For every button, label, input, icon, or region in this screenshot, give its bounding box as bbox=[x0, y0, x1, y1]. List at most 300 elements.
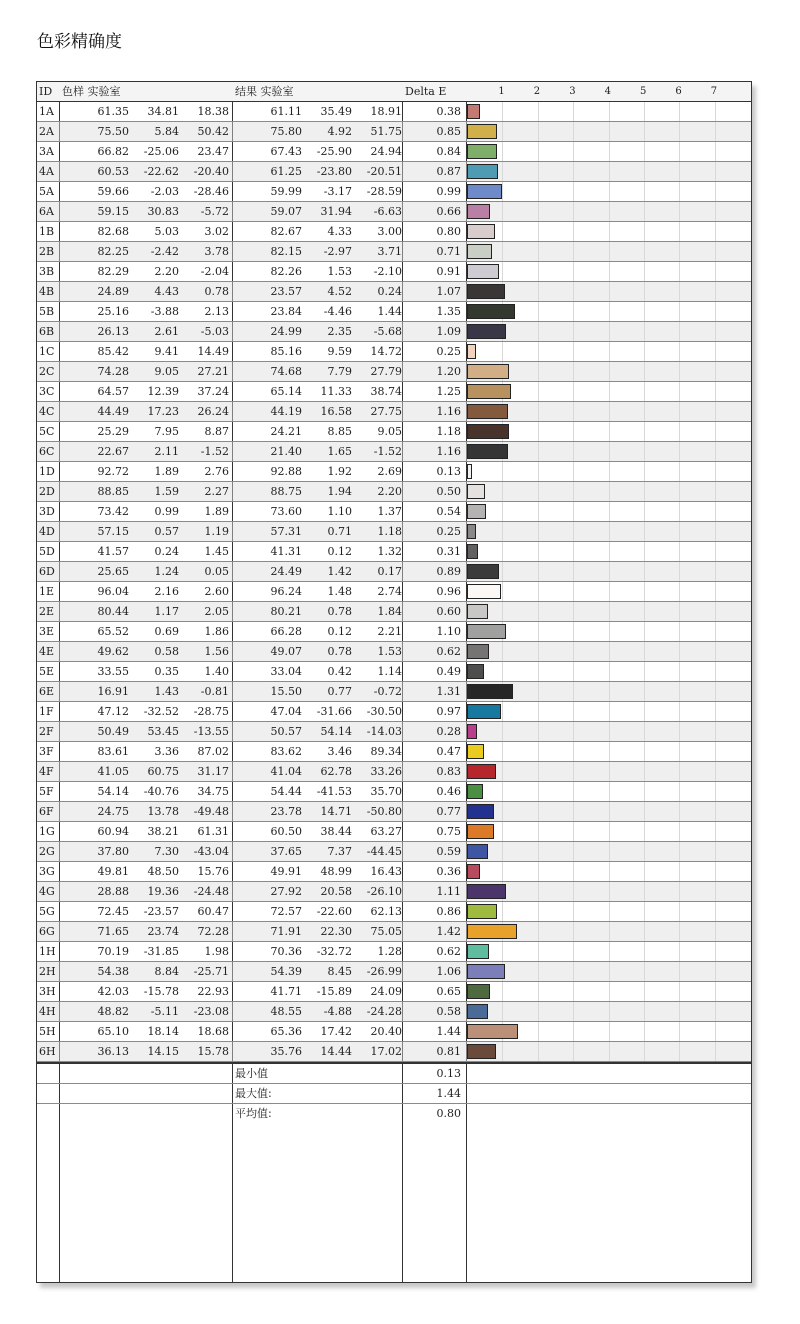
sample-lab-value: 5.84 bbox=[154, 125, 179, 138]
sample-lab-value: 12.39 bbox=[147, 385, 179, 398]
sample-lab-value: 1.45 bbox=[204, 545, 229, 558]
axis-tick-label: 1 bbox=[498, 86, 505, 97]
result-lab-value: 0.24 bbox=[377, 285, 402, 298]
result-lab-value: 1.65 bbox=[327, 445, 352, 458]
delta-e-bar bbox=[467, 384, 511, 399]
summary-label: 平均值: bbox=[235, 1107, 272, 1120]
sample-lab-value: -2.03 bbox=[150, 185, 179, 198]
delta-e-bar bbox=[467, 684, 513, 699]
row-id: 6E bbox=[39, 685, 55, 698]
sample-lab-value: 23.47 bbox=[197, 145, 229, 158]
sample-lab-value: 60.75 bbox=[147, 765, 179, 778]
result-lab-value: -30.50 bbox=[366, 705, 402, 718]
result-lab-value: 60.50 bbox=[270, 825, 302, 838]
sample-lab-value: 27.21 bbox=[197, 365, 229, 378]
delta-e-value: 0.87 bbox=[436, 165, 461, 178]
sample-lab-value: 26.13 bbox=[97, 325, 129, 338]
sample-lab-value: 72.28 bbox=[197, 925, 229, 938]
result-lab-value: 7.79 bbox=[327, 365, 352, 378]
result-lab-value: -20.51 bbox=[366, 165, 402, 178]
sample-lab-value: 0.58 bbox=[154, 645, 179, 658]
result-lab-value: 80.21 bbox=[270, 605, 302, 618]
result-lab-value: 9.59 bbox=[327, 345, 352, 358]
sample-lab-value: 1.19 bbox=[204, 525, 229, 538]
sample-lab-value: 15.76 bbox=[197, 865, 229, 878]
sample-lab-value: 24.89 bbox=[97, 285, 129, 298]
row-id: 4G bbox=[39, 885, 55, 898]
row-id: 6F bbox=[39, 805, 54, 818]
sample-lab-value: 2.11 bbox=[154, 445, 179, 458]
delta-e-bar bbox=[467, 584, 501, 599]
delta-e-value: 0.84 bbox=[436, 145, 461, 158]
result-lab-value: 62.13 bbox=[370, 905, 402, 918]
delta-e-value: 0.86 bbox=[436, 905, 461, 918]
row-id: 3D bbox=[39, 505, 55, 518]
table-row bbox=[37, 882, 751, 902]
sample-lab-value: 34.75 bbox=[197, 785, 229, 798]
delta-e-value: 0.81 bbox=[436, 1045, 461, 1058]
delta-e-bar bbox=[467, 604, 488, 619]
sample-lab-value: 41.05 bbox=[97, 765, 129, 778]
row-id: 3H bbox=[39, 985, 56, 998]
result-lab-value: 4.52 bbox=[327, 285, 352, 298]
delta-e-value: 1.31 bbox=[436, 685, 461, 698]
result-lab-value: 75.05 bbox=[370, 925, 402, 938]
row-id: 1E bbox=[39, 585, 55, 598]
sample-lab-value: 64.57 bbox=[97, 385, 129, 398]
sample-lab-value: 37.80 bbox=[97, 845, 129, 858]
result-lab-value: -23.80 bbox=[316, 165, 352, 178]
table-row bbox=[37, 962, 751, 982]
header-result: 结果 实验室 bbox=[235, 85, 294, 98]
delta-e-value: 1.10 bbox=[436, 625, 461, 638]
row-id: 6A bbox=[39, 205, 54, 218]
delta-e-bar bbox=[467, 1044, 496, 1059]
table-row bbox=[37, 802, 751, 822]
result-lab-value: 24.99 bbox=[270, 325, 302, 338]
sample-lab-value: 0.24 bbox=[154, 545, 179, 558]
delta-e-value: 0.62 bbox=[436, 945, 461, 958]
table-row bbox=[37, 582, 751, 602]
table-row bbox=[37, 222, 751, 242]
delta-e-value: 0.96 bbox=[436, 585, 461, 598]
row-id: 3B bbox=[39, 265, 55, 278]
table-row bbox=[37, 202, 751, 222]
sample-lab-value: -25.06 bbox=[143, 145, 179, 158]
sample-lab-value: 22.93 bbox=[197, 985, 229, 998]
delta-e-bar bbox=[467, 244, 492, 259]
delta-e-value: 0.58 bbox=[436, 1005, 461, 1018]
sample-lab-value: 60.47 bbox=[197, 905, 229, 918]
sample-lab-value: 3.78 bbox=[204, 245, 229, 258]
sample-lab-value: -28.46 bbox=[193, 185, 229, 198]
result-lab-value: 66.28 bbox=[270, 625, 302, 638]
result-lab-value: -15.89 bbox=[316, 985, 352, 998]
summary-label: 最小值 bbox=[235, 1067, 268, 1080]
sample-lab-value: 88.85 bbox=[97, 485, 129, 498]
delta-e-bar bbox=[467, 724, 477, 739]
result-lab-value: 0.78 bbox=[327, 605, 352, 618]
delta-e-value: 0.60 bbox=[436, 605, 461, 618]
sample-lab-value: 42.03 bbox=[97, 985, 129, 998]
result-lab-value: 1.48 bbox=[327, 585, 352, 598]
result-lab-value: -32.72 bbox=[316, 945, 352, 958]
table-row bbox=[37, 662, 751, 682]
sample-lab-value: 54.14 bbox=[97, 785, 129, 798]
result-lab-value: 1.28 bbox=[377, 945, 402, 958]
sample-lab-value: 2.61 bbox=[154, 325, 179, 338]
result-lab-value: 0.78 bbox=[327, 645, 352, 658]
delta-e-bar bbox=[467, 824, 494, 839]
sample-lab-value: 7.30 bbox=[154, 845, 179, 858]
delta-e-value: 0.62 bbox=[436, 645, 461, 658]
sample-lab-value: 19.36 bbox=[147, 885, 179, 898]
result-lab-value: 63.27 bbox=[370, 825, 402, 838]
delta-e-bar bbox=[467, 224, 495, 239]
sample-lab-value: 2.27 bbox=[204, 485, 229, 498]
row-id: 2G bbox=[39, 845, 55, 858]
delta-e-bar bbox=[467, 784, 483, 799]
sample-lab-value: -2.42 bbox=[150, 245, 179, 258]
table-row bbox=[37, 442, 751, 462]
sample-lab-value: -22.62 bbox=[143, 165, 179, 178]
delta-e-bar bbox=[467, 804, 494, 819]
summary-value: 1.44 bbox=[436, 1087, 461, 1100]
summary-row bbox=[37, 1104, 751, 1124]
row-id: 1F bbox=[39, 705, 54, 718]
row-id: 1A bbox=[39, 105, 54, 118]
result-lab-value: 71.91 bbox=[270, 925, 302, 938]
delta-e-value: 0.25 bbox=[436, 525, 461, 538]
delta-e-value: 0.28 bbox=[436, 725, 461, 738]
result-lab-value: 1.37 bbox=[377, 505, 402, 518]
row-id: 6H bbox=[39, 1045, 56, 1058]
delta-e-bar bbox=[467, 664, 484, 679]
delta-e-value: 0.91 bbox=[436, 265, 461, 278]
result-lab-value: 14.44 bbox=[320, 1045, 352, 1058]
result-lab-value: 2.35 bbox=[327, 325, 352, 338]
result-lab-value: 57.31 bbox=[270, 525, 302, 538]
sample-lab-value: -28.75 bbox=[193, 705, 229, 718]
sample-lab-value: 1.40 bbox=[204, 665, 229, 678]
result-lab-value: 27.75 bbox=[370, 405, 402, 418]
result-lab-value: 35.49 bbox=[320, 105, 352, 118]
result-lab-value: -5.68 bbox=[373, 325, 402, 338]
result-lab-value: 2.69 bbox=[377, 465, 402, 478]
sample-lab-value: 1.24 bbox=[154, 565, 179, 578]
result-lab-value: 1.84 bbox=[377, 605, 402, 618]
result-lab-value: -4.88 bbox=[323, 1005, 352, 1018]
result-lab-value: 38.74 bbox=[370, 385, 402, 398]
sample-lab-value: 25.29 bbox=[97, 425, 129, 438]
delta-e-bar bbox=[467, 324, 506, 339]
table-row bbox=[37, 562, 751, 582]
row-id: 2F bbox=[39, 725, 54, 738]
sample-lab-value: 38.21 bbox=[147, 825, 179, 838]
sample-lab-value: 82.29 bbox=[97, 265, 129, 278]
result-lab-value: 38.44 bbox=[320, 825, 352, 838]
result-lab-value: -6.63 bbox=[373, 205, 402, 218]
row-id: 2C bbox=[39, 365, 55, 378]
delta-e-bar bbox=[467, 904, 497, 919]
delta-e-value: 0.54 bbox=[436, 505, 461, 518]
table-row bbox=[37, 922, 751, 942]
row-id: 4F bbox=[39, 765, 54, 778]
result-lab-value: 20.40 bbox=[370, 1025, 402, 1038]
table-row bbox=[37, 422, 751, 442]
table-row bbox=[37, 642, 751, 662]
sample-lab-value: 48.50 bbox=[147, 865, 179, 878]
row-id: 2D bbox=[39, 485, 55, 498]
delta-e-bar bbox=[467, 304, 515, 319]
sample-lab-value: 50.42 bbox=[197, 125, 229, 138]
sample-lab-value: 8.87 bbox=[204, 425, 229, 438]
result-lab-value: 74.68 bbox=[270, 365, 302, 378]
result-lab-value: 1.94 bbox=[327, 485, 352, 498]
result-lab-value: 59.07 bbox=[270, 205, 302, 218]
result-lab-value: 24.09 bbox=[370, 985, 402, 998]
sample-lab-value: 48.82 bbox=[97, 1005, 129, 1018]
sample-lab-value: 2.20 bbox=[154, 265, 179, 278]
row-id: 3F bbox=[39, 745, 54, 758]
delta-e-bar bbox=[467, 204, 490, 219]
sample-lab-value: 49.81 bbox=[97, 865, 129, 878]
sample-lab-value: -1.52 bbox=[200, 445, 229, 458]
table-row bbox=[37, 842, 751, 862]
row-id: 5A bbox=[39, 185, 54, 198]
result-lab-value: 67.43 bbox=[270, 145, 302, 158]
sample-lab-value: -49.48 bbox=[193, 805, 229, 818]
result-lab-value: 9.05 bbox=[377, 425, 402, 438]
delta-e-bar bbox=[467, 364, 509, 379]
result-lab-value: -4.46 bbox=[323, 305, 352, 318]
page-title: 色彩精确度 bbox=[37, 32, 122, 52]
delta-e-value: 0.46 bbox=[436, 785, 461, 798]
result-lab-value: 51.75 bbox=[370, 125, 402, 138]
sample-lab-value: -5.11 bbox=[150, 1005, 179, 1018]
table-row bbox=[37, 1002, 751, 1022]
delta-e-bar bbox=[467, 744, 484, 759]
delta-e-bar bbox=[467, 424, 509, 439]
result-lab-value: 1.53 bbox=[327, 265, 352, 278]
sample-lab-value: -40.76 bbox=[143, 785, 179, 798]
row-id: 2B bbox=[39, 245, 55, 258]
sample-lab-value: 59.15 bbox=[97, 205, 129, 218]
sample-lab-value: 2.16 bbox=[154, 585, 179, 598]
delta-e-value: 0.77 bbox=[436, 805, 461, 818]
result-lab-value: 14.71 bbox=[320, 805, 352, 818]
delta-e-bar bbox=[467, 144, 497, 159]
delta-e-bar bbox=[467, 124, 497, 139]
sample-lab-value: 2.13 bbox=[204, 305, 229, 318]
sample-lab-value: -20.40 bbox=[193, 165, 229, 178]
sample-lab-value: 17.23 bbox=[147, 405, 179, 418]
delta-e-value: 0.36 bbox=[436, 865, 461, 878]
axis-tick-label: 5 bbox=[640, 86, 647, 97]
result-lab-value: 73.60 bbox=[270, 505, 302, 518]
result-lab-value: 88.75 bbox=[270, 485, 302, 498]
row-id: 3C bbox=[39, 385, 55, 398]
sample-lab-value: 0.35 bbox=[154, 665, 179, 678]
table-row bbox=[37, 162, 751, 182]
sample-lab-value: 50.49 bbox=[97, 725, 129, 738]
delta-e-bar bbox=[467, 944, 489, 959]
sample-lab-value: -23.08 bbox=[193, 1005, 229, 1018]
table-row bbox=[37, 862, 751, 882]
result-lab-value: 15.50 bbox=[270, 685, 302, 698]
result-lab-value: 4.92 bbox=[327, 125, 352, 138]
sample-lab-value: 3.02 bbox=[204, 225, 229, 238]
sample-lab-value: 85.42 bbox=[97, 345, 129, 358]
result-lab-value: 41.04 bbox=[270, 765, 302, 778]
sample-lab-value: 1.98 bbox=[204, 945, 229, 958]
sample-lab-value: -3.88 bbox=[150, 305, 179, 318]
delta-e-bar bbox=[467, 924, 517, 939]
row-id: 5F bbox=[39, 785, 54, 798]
header-id: ID bbox=[39, 85, 53, 98]
result-lab-value: 23.57 bbox=[270, 285, 302, 298]
result-lab-value: 27.79 bbox=[370, 365, 402, 378]
table-row bbox=[37, 402, 751, 422]
sample-lab-value: 83.61 bbox=[97, 745, 129, 758]
sample-lab-value: 1.86 bbox=[204, 625, 229, 638]
sample-lab-value: 37.24 bbox=[197, 385, 229, 398]
sample-lab-value: 28.88 bbox=[97, 885, 129, 898]
sample-lab-value: 23.74 bbox=[147, 925, 179, 938]
result-lab-value: 89.34 bbox=[370, 745, 402, 758]
result-lab-value: 22.30 bbox=[320, 925, 352, 938]
result-lab-value: 24.94 bbox=[370, 145, 402, 158]
sample-lab-value: -5.72 bbox=[200, 205, 229, 218]
table-row bbox=[37, 322, 751, 342]
result-lab-value: 3.71 bbox=[377, 245, 402, 258]
result-lab-value: 2.20 bbox=[377, 485, 402, 498]
result-lab-value: 61.11 bbox=[270, 105, 302, 118]
sample-lab-value: 0.57 bbox=[154, 525, 179, 538]
sample-lab-value: 2.05 bbox=[204, 605, 229, 618]
result-lab-value: 54.44 bbox=[270, 785, 302, 798]
sample-lab-value: 96.04 bbox=[97, 585, 129, 598]
sample-lab-value: 71.65 bbox=[97, 925, 129, 938]
row-id: 1D bbox=[39, 465, 55, 478]
result-lab-value: -28.59 bbox=[366, 185, 402, 198]
sample-lab-value: -32.52 bbox=[143, 705, 179, 718]
sample-lab-value: 34.81 bbox=[147, 105, 179, 118]
row-id: 3A bbox=[39, 145, 54, 158]
delta-e-bar bbox=[467, 484, 485, 499]
sample-lab-value: 14.15 bbox=[147, 1045, 179, 1058]
delta-e-value: 1.25 bbox=[436, 385, 461, 398]
result-lab-value: 24.21 bbox=[270, 425, 302, 438]
row-id: 5H bbox=[39, 1025, 56, 1038]
result-lab-value: 48.55 bbox=[270, 1005, 302, 1018]
delta-e-value: 1.16 bbox=[436, 445, 461, 458]
result-lab-value: -26.10 bbox=[366, 885, 402, 898]
sample-lab-value: 8.84 bbox=[154, 965, 179, 978]
row-id: 3G bbox=[39, 865, 55, 878]
sample-lab-value: 61.35 bbox=[97, 105, 129, 118]
delta-e-bar bbox=[467, 404, 508, 419]
result-lab-value: 0.12 bbox=[327, 625, 352, 638]
sample-lab-value: -2.04 bbox=[200, 265, 229, 278]
sample-lab-value: 30.83 bbox=[147, 205, 179, 218]
sample-lab-value: 0.69 bbox=[154, 625, 179, 638]
delta-e-value: 0.66 bbox=[436, 205, 461, 218]
axis-tick-label: 6 bbox=[675, 86, 682, 97]
result-lab-value: -22.60 bbox=[316, 905, 352, 918]
result-lab-value: 49.91 bbox=[270, 865, 302, 878]
sample-lab-value: 1.43 bbox=[154, 685, 179, 698]
delta-e-bar bbox=[467, 844, 488, 859]
table-row bbox=[37, 622, 751, 642]
summary-value: 0.80 bbox=[436, 1107, 461, 1120]
sample-lab-value: 54.38 bbox=[97, 965, 129, 978]
sample-lab-value: 16.91 bbox=[97, 685, 129, 698]
result-lab-value: 35.70 bbox=[370, 785, 402, 798]
row-id: 2H bbox=[39, 965, 56, 978]
delta-e-bar bbox=[467, 104, 480, 119]
result-lab-value: 1.42 bbox=[327, 565, 352, 578]
delta-e-bar bbox=[467, 544, 478, 559]
result-lab-value: -1.52 bbox=[373, 445, 402, 458]
result-lab-value: 92.88 bbox=[270, 465, 302, 478]
result-lab-value: 4.33 bbox=[327, 225, 352, 238]
delta-e-value: 0.71 bbox=[436, 245, 461, 258]
sample-lab-value: 70.19 bbox=[97, 945, 129, 958]
sample-lab-value: 65.52 bbox=[97, 625, 129, 638]
delta-e-value: 1.16 bbox=[436, 405, 461, 418]
summary-label: 最大值: bbox=[235, 1087, 272, 1100]
table-row bbox=[37, 1022, 751, 1042]
result-lab-value: 2.74 bbox=[377, 585, 402, 598]
sample-lab-value: 18.38 bbox=[197, 105, 229, 118]
delta-e-value: 0.99 bbox=[436, 185, 461, 198]
sample-lab-value: 33.55 bbox=[97, 665, 129, 678]
sample-lab-value: 72.45 bbox=[97, 905, 129, 918]
result-lab-value: 48.99 bbox=[320, 865, 352, 878]
table-row bbox=[37, 742, 751, 762]
header-delta-e: Delta E bbox=[405, 85, 447, 98]
row-id: 4C bbox=[39, 405, 55, 418]
sample-lab-value: 1.17 bbox=[154, 605, 179, 618]
sample-lab-value: 44.49 bbox=[97, 405, 129, 418]
table-row bbox=[37, 182, 751, 202]
result-lab-value: 82.26 bbox=[270, 265, 302, 278]
table-row bbox=[37, 462, 751, 482]
table-row bbox=[37, 122, 751, 142]
sample-lab-value: 53.45 bbox=[147, 725, 179, 738]
row-id: 5B bbox=[39, 305, 55, 318]
result-lab-value: 0.17 bbox=[377, 565, 402, 578]
row-id: 5C bbox=[39, 425, 55, 438]
table-row bbox=[37, 902, 751, 922]
delta-e-value: 0.80 bbox=[436, 225, 461, 238]
sample-lab-value: 47.12 bbox=[97, 705, 129, 718]
result-lab-value: 8.45 bbox=[327, 965, 352, 978]
delta-e-bar bbox=[467, 524, 476, 539]
result-lab-value: -25.90 bbox=[316, 145, 352, 158]
table-row bbox=[37, 342, 751, 362]
sample-lab-value: 0.05 bbox=[204, 565, 229, 578]
summary-value: 0.13 bbox=[436, 1067, 461, 1080]
row-id: 4E bbox=[39, 645, 55, 658]
result-lab-value: 31.94 bbox=[320, 205, 352, 218]
sample-lab-value: 7.95 bbox=[154, 425, 179, 438]
table-row bbox=[37, 482, 751, 502]
delta-e-bar bbox=[467, 884, 506, 899]
result-lab-value: 35.76 bbox=[270, 1045, 302, 1058]
result-lab-value: 75.80 bbox=[270, 125, 302, 138]
